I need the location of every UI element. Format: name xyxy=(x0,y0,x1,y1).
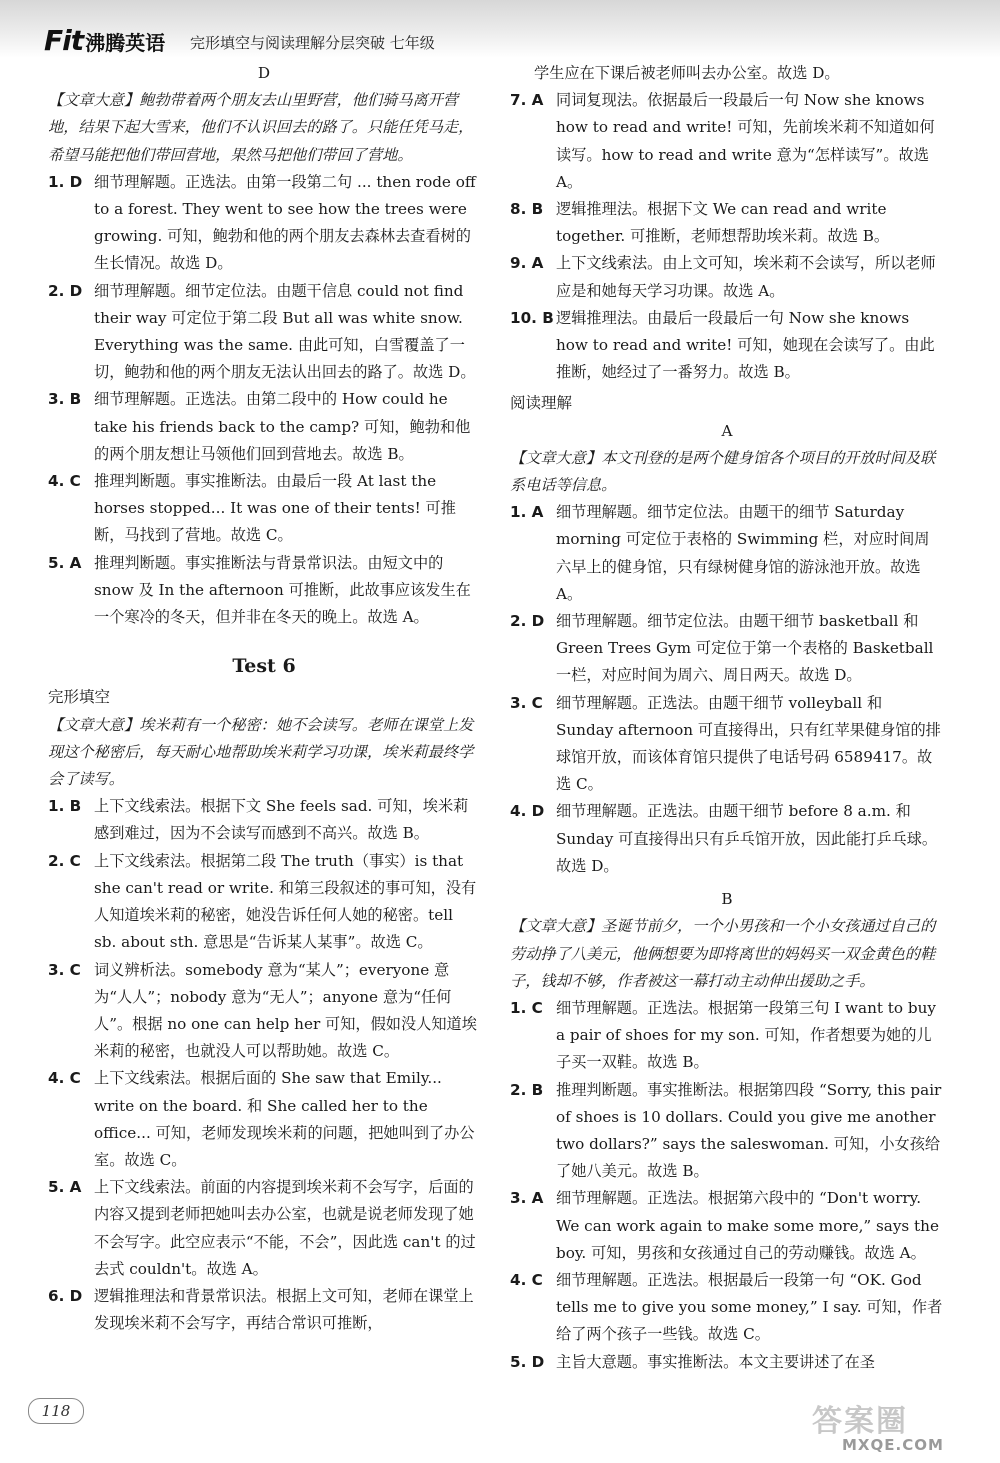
answer-item xyxy=(510,87,944,196)
passage-label-b: B xyxy=(721,890,733,909)
left-column xyxy=(48,60,480,1337)
answer-item xyxy=(510,1077,944,1186)
continued-text: 学生应在下课后被老师叫去办公室。故选 D。 xyxy=(534,64,840,82)
answer-item xyxy=(48,468,480,550)
logo-name: 沸腾英语 xyxy=(85,31,166,55)
summary-test6: 【文章大意】埃米莉有一个秘密：她不会读写。老师在课堂上发现这个秘密后，每天耐心地帮助埃米莉学习功课，埃米莉最终学会了读写。 xyxy=(48,715,474,789)
answer-number: 3. A xyxy=(510,1189,544,1208)
answer-explanation: 推理判断题。事实推断法与背景常识法。由短文中的 snow 及 In the afternoon 可推断，此故事应该发生在一个寒冷的冬天，但并非在冬天的晚上。故选 A。 xyxy=(94,553,471,627)
answer-number: 8. B xyxy=(510,200,544,219)
answer-item xyxy=(48,848,480,957)
answer-number: 4. C xyxy=(48,472,81,491)
answer-number: 2. C xyxy=(48,851,81,870)
answer-explanation: 上下文线索法。前面的内容提到埃米莉不会写字，后面的内容又提到老师把她叫去办公室，也就是说老师发现了她不会写字。此空应表示“不能，不会”，因此选 can't 的过去式 couldn't。故选 A。 xyxy=(94,1178,476,1278)
answer-explanation: 细节理解题。细节定位法。由题干细节 basketball 和 Green Trees Gym 可定位于第一个表格的 Basketball 一栏，对应时间为周六、周日两天。故选 D。 xyxy=(556,612,934,685)
passage-label-a: A xyxy=(721,421,733,440)
book-logo xyxy=(44,24,166,57)
answer-item xyxy=(510,1267,944,1349)
answer-explanation: 细节理解题。正选法。由第一段第二句 ... then rode off to a forest. They went to see how the trees were growing. 可知，鲍勃和他的两个朋友去森林去查看树的生长情况。故选 D。 xyxy=(94,172,476,273)
right-column xyxy=(510,60,944,1376)
answer-explanation: 同词复现法。依据最后一段最后一句 Now she knows how to read and write! 可知，先前埃米莉不知道如何读写。how to read and write 意为“怎样读写”。故选 A。 xyxy=(556,91,935,191)
answer-list-b xyxy=(510,995,944,1376)
answer-number: 2. D xyxy=(48,281,83,300)
page-number: 118 xyxy=(28,1398,84,1424)
answer-number: 4. C xyxy=(510,1270,543,1289)
answer-item xyxy=(510,196,944,250)
answer-explanation: 细节理解题。正选法。根据第一段第三句 I want to buy a pair of shoes for my son. 可知，作者想要为她的儿子买一双鞋。故选 B。 xyxy=(556,998,936,1072)
answer-number: 2. D xyxy=(510,612,545,631)
summary-a: 【文章大意】本文刊登的是两个健身馆各个项目的开放时间及联系电话等信息。 xyxy=(510,448,936,495)
answer-number: 9. A xyxy=(510,254,544,273)
answer-list-cloze xyxy=(48,793,480,1337)
watermark-url: MXQE.COM xyxy=(842,1436,944,1454)
watermark-title: 答案圈 xyxy=(812,1404,908,1439)
answer-item xyxy=(48,1174,480,1283)
book-subtitle: 完形填空与阅读理解分层突破 七年级 xyxy=(190,34,435,52)
answer-explanation: 逻辑推理法和背景常识法。根据上文可知，老师在课堂上发现埃米莉不会写字，再结合常识可推断， xyxy=(94,1286,474,1333)
answer-explanation: 细节理解题。正选法。由第二段中的 How could he take his friends back to the camp? 可知，鲍勃和他的两个朋友想让马领他们回到营地去。故选 B。 xyxy=(94,390,471,463)
answer-number: 1. D xyxy=(48,172,83,191)
test-title: Test 6 xyxy=(232,655,296,678)
answer-item xyxy=(48,278,480,387)
answer-item xyxy=(48,793,480,847)
answer-number: 1. C xyxy=(510,998,543,1017)
answer-item xyxy=(510,250,944,304)
section-reading-heading: 阅读理解 xyxy=(510,394,573,413)
answer-explanation: 逻辑推理法。由最后一段最后一句 Now she knows how to read and write! 可知，她现在会读写了。由此推断，她经过了一番努力。故选 B。 xyxy=(556,308,935,382)
answer-number: 3. B xyxy=(48,390,82,409)
answer-explanation: 上下文线索法。根据第二段 The truth（事实）is that she can't read or write. 和第三段叙述的事可知，没有人知道埃米莉的秘密，她没告诉任何人她的秘密。tell sb. about sth. 意思是“告诉某人某事”。故选 C。 xyxy=(94,851,477,952)
answer-item xyxy=(48,1283,480,1337)
answer-number: 5. A xyxy=(48,1178,82,1197)
answer-item xyxy=(510,608,944,690)
summary-b: 【文章大意】圣诞节前夕，一个小男孩和一个小女孩通过自己的劳动挣了八美元，他俩想要为即将离世的妈妈买一双金黄色的鞋子，钱却不够，作者被这一幕打动主动伸出援助之手。 xyxy=(510,917,936,990)
answer-list-a xyxy=(510,499,944,880)
answer-number: 5. A xyxy=(48,553,82,572)
answer-number: 3. C xyxy=(48,960,81,979)
answer-number: 1. A xyxy=(510,503,544,522)
logo-fit: Fit xyxy=(44,24,84,57)
answer-item xyxy=(510,1349,944,1376)
summary-d: 【文章大意】鲍勃带着两个朋友去山里野营，他们骑马离开营地，结果下起大雪来，他们不认识回去的路了。只能任凭马走，希望马能把他们带回营地，果然马把他们带回了营地。 xyxy=(48,91,474,164)
answer-number: 4. D xyxy=(510,802,545,821)
section-cloze-heading: 完形填空 xyxy=(48,688,111,707)
answer-item xyxy=(510,499,944,608)
answer-explanation: 细节理解题。正选法。由题干细节 before 8 a.m. 和 Sunday 可直接得出只有乒乓馆开放，因此能打乒乓球。故选 D。 xyxy=(556,802,938,875)
answer-explanation: 推理判断题。事实推断法。根据第四段 “Sorry, this pair of shoes is 10 dollars. Could you give me another two dollars?” says the saleswoman. 可知，小女孩给了她八美元。故选 B。 xyxy=(556,1080,942,1181)
answer-number: 3. C xyxy=(510,693,543,712)
answer-explanation: 推理判断题。事实推断法。由最后一段 At last the horses stopped... It was one of their tents! 可推断，马找到了营地。故选 C。 xyxy=(94,472,456,545)
answer-explanation: 逻辑推理法。根据下文 We can read and write together. 可推断，老师想帮助埃米莉。故选 B。 xyxy=(556,200,890,246)
answer-item xyxy=(510,995,944,1077)
answer-number: 5. D xyxy=(510,1352,545,1371)
answer-explanation: 细节理解题。细节定位法。由题干的细节 Saturday morning 可定位于表格的 Swimming 栏，对应时间周六早上的健身馆，只有绿树健身馆的游泳池开放。故选 A。 xyxy=(556,503,930,603)
answer-item xyxy=(48,169,480,278)
answer-item xyxy=(510,798,944,880)
answer-explanation: 主旨大意题。事实推断法。本文主要讲述了在圣 xyxy=(556,1352,875,1371)
answer-explanation: 细节理解题。正选法。由题干细节 volleyball 和 Sunday afternoon 可直接得出，只有红苹果健身馆的排球馆开放，而该体育馆只提供了电话号码 6589417。故选 C。 xyxy=(556,693,941,794)
answer-number: 4. C xyxy=(48,1069,81,1088)
answer-item xyxy=(510,305,944,387)
page-header xyxy=(0,0,1000,58)
answer-number: 7. A xyxy=(510,91,544,110)
answer-item xyxy=(510,690,944,799)
answer-explanation: 细节理解题。正选法。根据最后一段第一句 “OK. God tells me to give you some money,” I say. 可知，作者给了两个孩子一些钱。故选 C。 xyxy=(556,1270,943,1344)
answer-explanation: 上下文线索法。根据下文 She feels sad. 可知，埃米莉感到难过，因为不会读写而感到不高兴。故选 B。 xyxy=(94,797,469,843)
answer-item xyxy=(48,386,480,468)
answer-number: 6. D xyxy=(48,1286,83,1305)
watermark-logo xyxy=(812,1396,992,1456)
answer-explanation: 细节理解题。细节定位法。由题干信息 could not find their way 可定位于第二段 But all was white snow. Everything was the same. 由此可知，白雪覆盖了一切，鲍勃和他的两个朋友无法认出回去的路了。故选 D。 xyxy=(94,281,476,382)
answer-number: 10. B xyxy=(510,308,554,327)
answer-item xyxy=(48,550,480,632)
answer-item xyxy=(510,1185,944,1267)
answer-list-d xyxy=(48,169,480,631)
answer-explanation: 上下文线索法。根据后面的 She saw that Emily... write on the board. 和 She called her to the office... 可知，老师发现埃米莉的问题，把她叫到了办公室。故选 C。 xyxy=(94,1069,475,1169)
answer-item xyxy=(48,1065,480,1174)
answer-number: 1. B xyxy=(48,797,82,816)
passage-label-d: D xyxy=(257,64,271,82)
answer-explanation: 细节理解题。正选法。根据第六段中的 “Don't worry. We can work again to make some more,” says the boy. 可知，男孩和女孩通过自己的劳动赚钱。故选 A。 xyxy=(556,1189,939,1262)
answer-list-cloze-continued xyxy=(510,87,944,386)
answer-item xyxy=(48,957,480,1066)
answer-number: 2. B xyxy=(510,1080,544,1099)
answer-explanation: 上下文线索法。由上文可知，埃米莉不会读写，所以老师应是和她每天学习功课。故选 A。 xyxy=(556,254,936,300)
answer-explanation: 词义辨析法。somebody 意为“某人”；everyone 意为“人人”；nobody 意为“无人”；anyone 意为“任何人”。根据 no one can help her 可知，假如没人知道埃米莉的秘密，也就没人可以帮助她。故选 C。 xyxy=(94,960,477,1061)
